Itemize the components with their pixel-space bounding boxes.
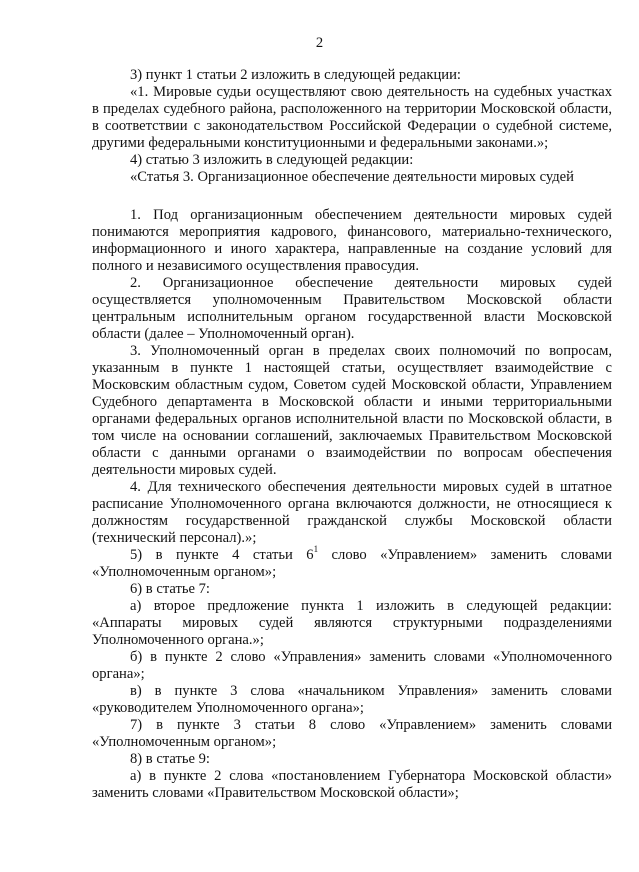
- paragraph-item-7: 7) в пункте 3 статьи 8 слово «Управлением» заменить словами «Уполномоченным органом»;: [92, 717, 612, 750]
- item-5-superscript: 1: [313, 544, 319, 554]
- paragraph-item-8a: а) в пункте 2 слова «постановлением Губернатора Московской области» заменить словами «Правительством Московской области»;: [92, 768, 612, 801]
- paragraph-item-3: 3) пункт 1 статьи 2 изложить в следующей редакции:: [130, 67, 461, 83]
- paragraph-item-6: 6) в статье 7:: [130, 581, 210, 597]
- article-3-para-2: 2. Организационное обеспечение деятельности мировых судей осуществляется уполномоченным Правительством Московской области центральным исполнительным органом государственной власти Московской области (далее – Уполномоченный орган).: [92, 275, 612, 342]
- article-3-para-1: 1. Под организационным обеспечением деятельности мировых судей понимаются мероприятия кадрового, финансового, материально-технического, информационного и иного характера, направленные на создание условий для полного и независимого осуществления правосудия.: [92, 207, 612, 274]
- paragraph-quote-1: «1. Мировые судьи осуществляют свою деятельность на судебных участках в пределах судебного района, расположенного на территории Московской области, в соответствии с законодательством Российской Федерации о судебной системе, другими федеральными конституционными и федеральными законами.»;: [92, 84, 612, 151]
- page-number: 2: [315, 35, 324, 51]
- article-3-para-4: 4. Для технического обеспечения деятельности мировых судей в штатное расписание Уполномоченного органа включаются должности, не относящиеся к должностям государственной гражданской службы Московской области (технический персонал).»;: [92, 479, 612, 546]
- paragraph-item-6b: б) в пункте 2 слово «Управления» заменить словами «Уполномоченного органа»;: [92, 649, 612, 682]
- item-5-text-rest: слово «Управлением» заменить словами «Уполномоченным органом»;: [92, 547, 612, 580]
- paragraph-item-5: [92, 544, 612, 581]
- paragraph-item-6a: а) второе предложение пункта 1 изложить в следующей редакции: «Аппараты мировых судей являются структурными подразделениями Уполномоченного органа.»;: [92, 598, 612, 648]
- document-body: [92, 67, 612, 802]
- paragraph-item-8: 8) в статье 9:: [130, 751, 210, 767]
- paragraph-item-6v: в) в пункте 3 слова «начальником Управления» заменить словами «руководителем Уполномоченного органа»;: [92, 683, 612, 716]
- article-3-heading: «Статья 3. Организационное обеспечение деятельности мировых судей: [130, 169, 574, 185]
- paragraph-item-4: 4) статью 3 изложить в следующей редакции:: [130, 152, 414, 168]
- article-3-para-3: 3. Уполномоченный орган в пределах своих полномочий по вопросам, указанным в пункте 1 настоящей статьи, осуществляет взаимодействие с Московским областным судом, Советом судей Московской области, Управлением Судебного департамента в Московской области и иными территориальными органами федеральных органов исполнительной власти по Московской области, в том числе на основании соглашений, заключаемых Правительством Московской области с данными органами о взаимодействии по вопросам обеспечения деятельности мировых судей.: [92, 343, 612, 478]
- blank-line: [92, 186, 612, 207]
- item-5-text: 5) в пункте 4 статьи 6: [130, 547, 314, 563]
